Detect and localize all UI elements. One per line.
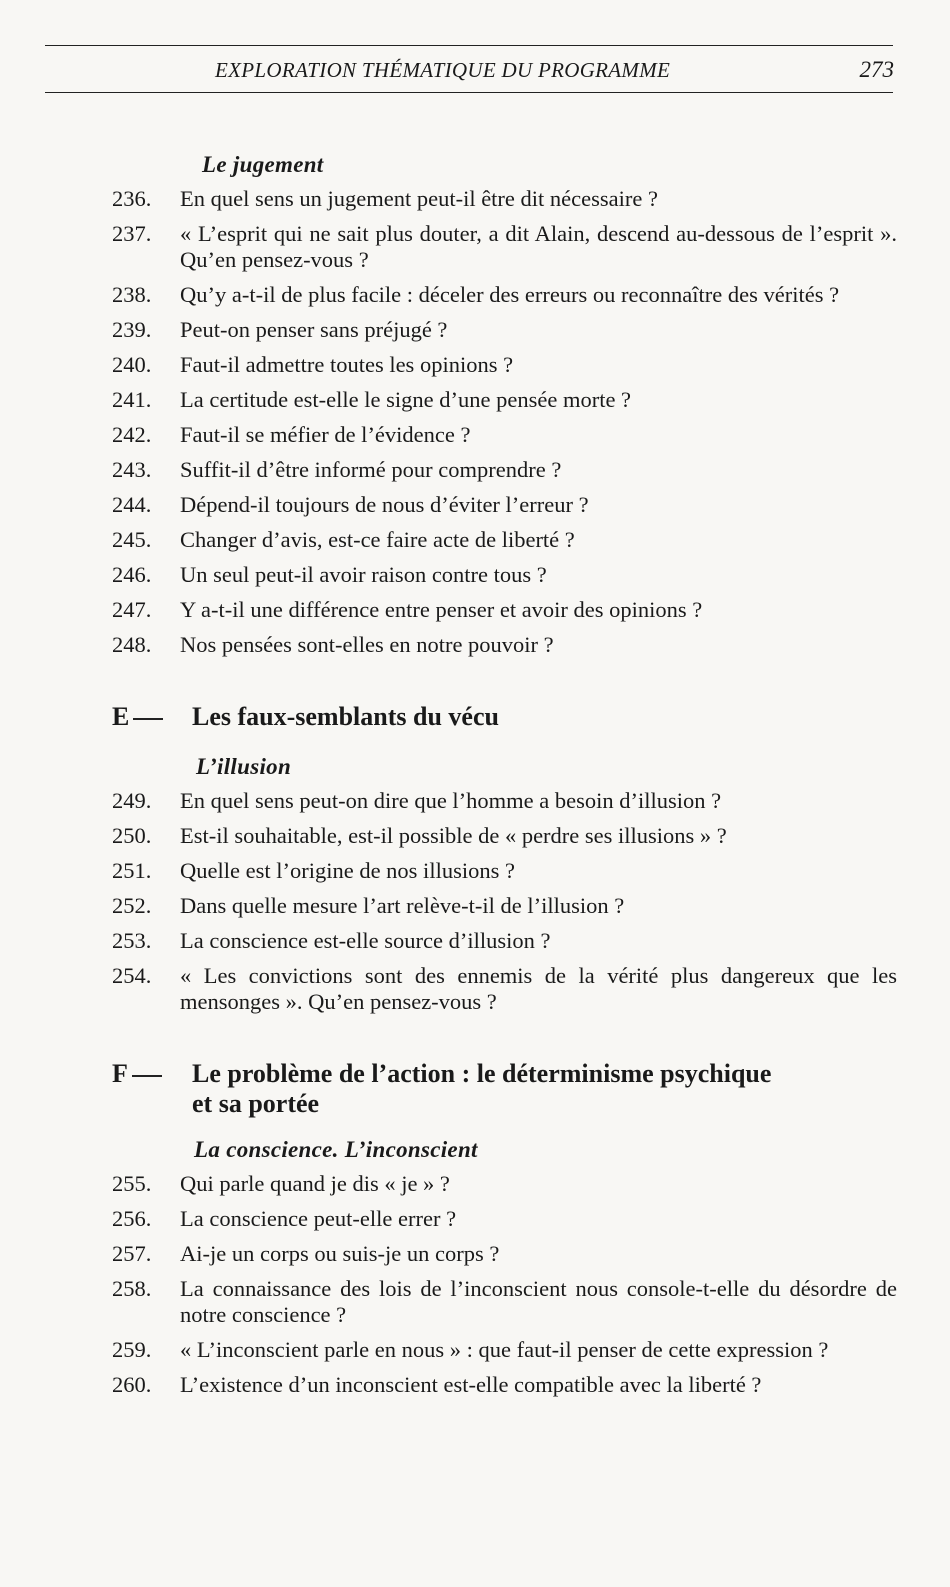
running-header: EXPLORATION THÉMATIQUE DU PROGRAMME bbox=[215, 58, 671, 82]
question-item bbox=[112, 282, 897, 308]
question-text: Faut-il se méfier de l’évidence ? bbox=[180, 422, 471, 447]
question-item bbox=[112, 457, 897, 483]
question-text: « Les convictions sont des ennemis de la vérité plus dangereux que les mensonges ». Qu’en pensez-vous ? bbox=[180, 963, 897, 1014]
question-text: Ai-je un corps ou suis-je un corps ? bbox=[180, 1241, 500, 1266]
question-number: 249. bbox=[112, 788, 152, 813]
question-item bbox=[112, 928, 897, 954]
question-number: 246. bbox=[112, 562, 152, 587]
question-item bbox=[112, 1276, 897, 1328]
question-number: 253. bbox=[112, 928, 152, 953]
question-number: 238. bbox=[112, 282, 152, 307]
question-text: Quelle est l’origine de nos illusions ? bbox=[180, 858, 515, 883]
question-number: 248. bbox=[112, 632, 152, 657]
header-bottom-rule bbox=[45, 92, 893, 93]
question-text: La conscience peut-elle errer ? bbox=[180, 1206, 457, 1231]
question-item bbox=[112, 1241, 897, 1267]
question-number: 251. bbox=[112, 858, 152, 883]
question-text: Un seul peut-il avoir raison contre tous ? bbox=[180, 562, 547, 587]
question-number: 236. bbox=[112, 186, 152, 211]
question-text: « L’esprit qui ne sait plus douter, a dit Alain, descend au-dessous de l’esprit ». Qu’en pensez-vous ? bbox=[180, 221, 897, 272]
question-item bbox=[112, 823, 897, 849]
question-item bbox=[112, 632, 897, 658]
question-number: 239. bbox=[112, 317, 152, 342]
question-text: Dans quelle mesure l’art relève-t-il de l’illusion ? bbox=[180, 893, 625, 918]
subheading-conscience: La conscience. L’inconscient bbox=[194, 1137, 478, 1162]
question-item bbox=[112, 963, 897, 1015]
question-text: « L’inconscient parle en nous » : que faut-il penser de cette expression ? bbox=[180, 1337, 829, 1362]
question-text: Faut-il admettre toutes les opinions ? bbox=[180, 352, 514, 377]
question-item bbox=[112, 597, 897, 623]
question-item bbox=[112, 788, 897, 814]
subheading-jugement: Le jugement bbox=[202, 152, 324, 177]
question-number: 260. bbox=[112, 1372, 152, 1397]
section-heading-f bbox=[112, 1059, 897, 1119]
question-item bbox=[112, 1206, 897, 1232]
section-dash bbox=[132, 1075, 162, 1077]
question-text: Suffit-il d’être informé pour comprendre ? bbox=[180, 457, 562, 482]
question-item bbox=[112, 352, 897, 378]
question-number: 255. bbox=[112, 1171, 152, 1196]
question-text: La certitude est-elle le signe d’une pensée morte ? bbox=[180, 387, 632, 412]
question-item bbox=[112, 562, 897, 588]
section-heading-e bbox=[112, 702, 897, 732]
section-letter: E bbox=[112, 702, 130, 731]
question-number: 250. bbox=[112, 823, 152, 848]
section-title: Le problème de l’action : le déterminisme psychique et sa portée bbox=[192, 1059, 772, 1118]
question-text: Qu’y a-t-il de plus facile : déceler des erreurs ou reconnaître des vérités ? bbox=[180, 282, 840, 307]
question-text: Changer d’avis, est-ce faire acte de liberté ? bbox=[180, 527, 575, 552]
question-number: 241. bbox=[112, 387, 152, 412]
question-text: Nos pensées sont-elles en notre pouvoir ? bbox=[180, 632, 554, 657]
question-item bbox=[112, 1372, 897, 1398]
question-number: 237. bbox=[112, 221, 152, 246]
question-item bbox=[112, 1171, 897, 1197]
question-text: La conscience est-elle source d’illusion ? bbox=[180, 928, 551, 953]
question-number: 242. bbox=[112, 422, 152, 447]
question-text: Dépend-il toujours de nous d’éviter l’erreur ? bbox=[180, 492, 589, 517]
question-item bbox=[112, 221, 897, 273]
question-item bbox=[112, 893, 897, 919]
question-text: En quel sens peut-on dire que l’homme a besoin d’illusion ? bbox=[180, 788, 722, 813]
header-top-rule bbox=[45, 45, 893, 46]
section-dash bbox=[133, 718, 163, 720]
question-number: 243. bbox=[112, 457, 152, 482]
question-number: 259. bbox=[112, 1337, 152, 1362]
question-number: 245. bbox=[112, 527, 152, 552]
question-number: 244. bbox=[112, 492, 152, 517]
question-text: Y a-t-il une différence entre penser et avoir des opinions ? bbox=[180, 597, 703, 622]
question-text: Qui parle quand je dis « je » ? bbox=[180, 1171, 450, 1196]
page-body bbox=[112, 152, 897, 1407]
question-item bbox=[112, 186, 897, 212]
question-number: 254. bbox=[112, 963, 152, 988]
question-item bbox=[112, 527, 897, 553]
question-text: La connaissance des lois de l’inconscient nous console-t-elle du désordre de notre conscience ? bbox=[180, 1276, 897, 1327]
question-number: 258. bbox=[112, 1276, 152, 1301]
question-item bbox=[112, 317, 897, 343]
question-item bbox=[112, 387, 897, 413]
question-number: 240. bbox=[112, 352, 152, 377]
page-number: 273 bbox=[859, 57, 894, 82]
section-title: Les faux-semblants du vécu bbox=[192, 702, 499, 731]
question-number: 247. bbox=[112, 597, 152, 622]
question-text: En quel sens un jugement peut-il être dit nécessaire ? bbox=[180, 186, 658, 211]
question-item bbox=[112, 1337, 897, 1363]
question-text: Est-il souhaitable, est-il possible de « perdre ses illusions » ? bbox=[180, 823, 727, 848]
question-item bbox=[112, 858, 897, 884]
question-text: Peut-on penser sans préjugé ? bbox=[180, 317, 448, 342]
question-text: L’existence d’un inconscient est-elle compatible avec la liberté ? bbox=[180, 1372, 762, 1397]
question-number: 256. bbox=[112, 1206, 152, 1231]
question-number: 257. bbox=[112, 1241, 152, 1266]
subheading-illusion: L’illusion bbox=[196, 754, 292, 779]
section-letter: F bbox=[112, 1059, 128, 1088]
question-item bbox=[112, 492, 897, 518]
question-item bbox=[112, 422, 897, 448]
question-number: 252. bbox=[112, 893, 152, 918]
